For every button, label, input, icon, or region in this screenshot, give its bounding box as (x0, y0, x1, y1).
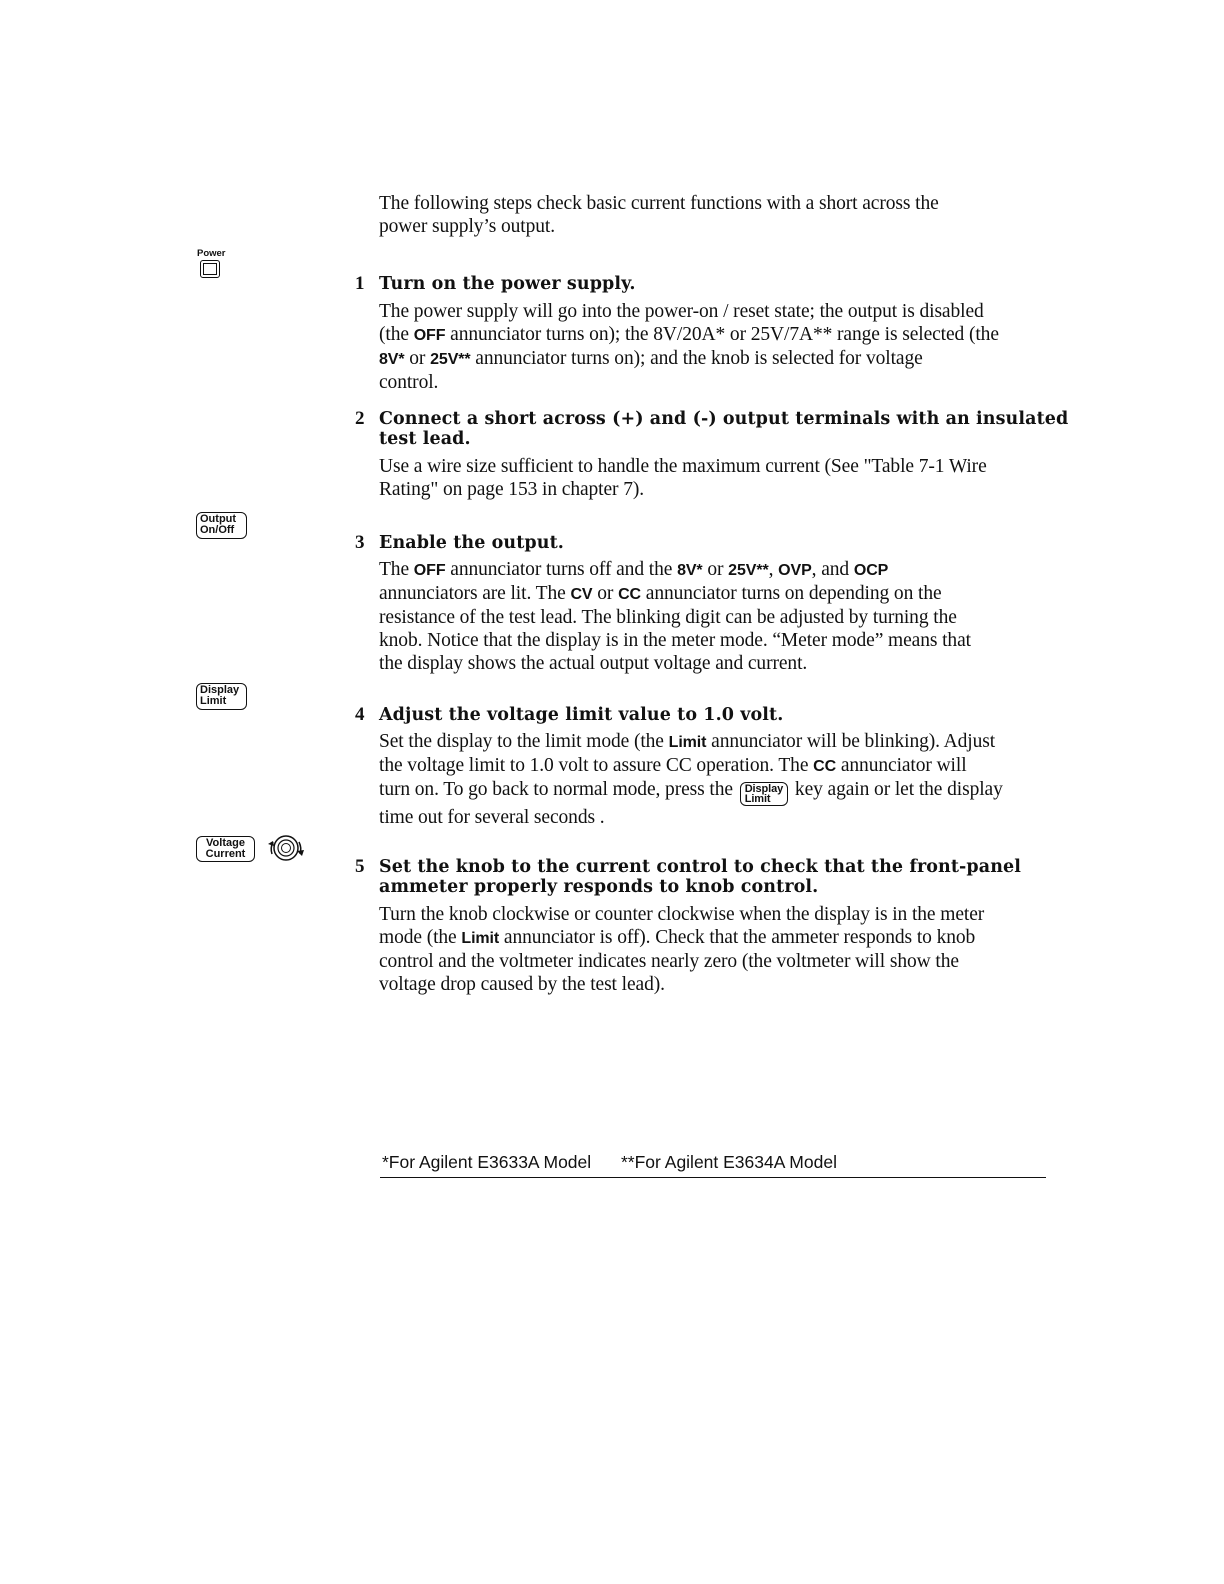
step-2-title: Connect a short across (+) and (-) output terminals with an insulated test lead. (379, 409, 1069, 449)
step-3-body (379, 558, 1059, 675)
inline-display-limit-key-icon: Display Limit (740, 782, 788, 806)
step-1-line-2: (the OFF annunciator turns on); the 8V/20A* or 25V/7A** range is selected (the (379, 324, 999, 345)
step-5-line-4: voltage drop caused by the test lead). (379, 974, 665, 995)
step-2-line-2: Rating" on page 153 in chapter 7). (379, 479, 645, 500)
step-1-title: Turn on the power supply. (379, 274, 636, 294)
step-5-line-3: control and the voltmeter indicates nearly zero (the voltmeter will show the (379, 951, 959, 972)
cc-annunciator: CC (618, 586, 641, 603)
footnote-rule (380, 1177, 1046, 1178)
display-limit-key-icon: Display Limit (196, 683, 247, 710)
output-on-off-key-icon: Output On/Off (196, 512, 247, 539)
step-5-line-1: Turn the knob clockwise or counter clockwise when the display is in the meter (379, 904, 985, 925)
intro-line-1: The following steps check basic current functions with a short across the (379, 193, 939, 214)
step-2-line-1: Use a wire size sufficient to handle the maximum current (See "Table 7-1 Wire (379, 456, 987, 477)
step-5-body (379, 903, 1059, 996)
step-3-line-3: resistance of the test lead. The blinking digit can be adjusted by turning the (379, 607, 957, 628)
step-4-line-4: time out for several seconds . (379, 807, 605, 828)
step-5-title: Set the knob to the current control to check that the front-panel ammeter properly responds to knob control. (379, 857, 1021, 897)
step-1-line-3: 8V* or 25V** annunciator turns on); and the knob is selected for voltage (379, 348, 923, 369)
step-4-line-2: the voltage limit to 1.0 volt to assure CC operation. The CC annunciator will (379, 755, 967, 776)
footnote-e3634a: **For Agilent E3634A Model (621, 1152, 837, 1172)
knob-icon (264, 830, 308, 864)
step-2-number: 2 (355, 408, 365, 429)
intro-paragraph (379, 192, 1059, 238)
power-key-label: Power (197, 248, 226, 259)
step-3-line-4: knob. Notice that the display is in the meter mode. “Meter mode” means that (379, 630, 971, 651)
step-3-title: Enable the output. (379, 533, 564, 553)
25v-annunciator: 25V** (430, 351, 471, 368)
step-3-number: 3 (355, 532, 365, 553)
8v-annunciator: 8V* (379, 351, 405, 368)
step-5-number: 5 (355, 856, 365, 877)
limit-annunciator: Limit (668, 734, 707, 751)
power-key-icon (200, 260, 220, 278)
step-4-line-1: Set the display to the limit mode (the Limit annunciator will be blinking). Adjust (379, 731, 996, 752)
step-1-number: 1 (355, 273, 365, 294)
intro-line-2: power supply’s output. (379, 216, 556, 237)
step-4-line-3: turn on. To go back to normal mode, press the Display Limit key again or let the display (379, 779, 1003, 805)
step-1-body (379, 300, 1059, 394)
step-2-body (379, 455, 1059, 501)
cv-annunciator: CV (570, 586, 593, 603)
step-3-line-2: annunciators are lit. The CV or CC annunciator turns on depending on the (379, 583, 942, 604)
step-3-line-1: The OFF annunciator turns off and the 8V* or 25V**, OVP, and OCP (379, 559, 889, 580)
voltage-current-key-icon: Voltage Current (196, 836, 255, 862)
step-4-body (379, 730, 1059, 829)
step-3-line-5: the display shows the actual output voltage and current. (379, 653, 808, 674)
step-1-line-1: The power supply will go into the power-on / reset state; the output is disabled (379, 301, 984, 322)
step-1-line-4: control. (379, 372, 439, 393)
ocp-annunciator: OCP (853, 562, 889, 579)
off-annunciator: OFF (413, 327, 446, 344)
step-4-title: Adjust the voltage limit value to 1.0 volt. (379, 705, 784, 725)
footnote-e3633a: *For Agilent E3633A Model (382, 1152, 592, 1172)
step-5-line-2: mode (the Limit annunciator is off). Check that the ammeter responds to knob (379, 927, 976, 948)
step-4-number: 4 (355, 704, 365, 725)
ovp-annunciator: OVP (778, 562, 812, 579)
